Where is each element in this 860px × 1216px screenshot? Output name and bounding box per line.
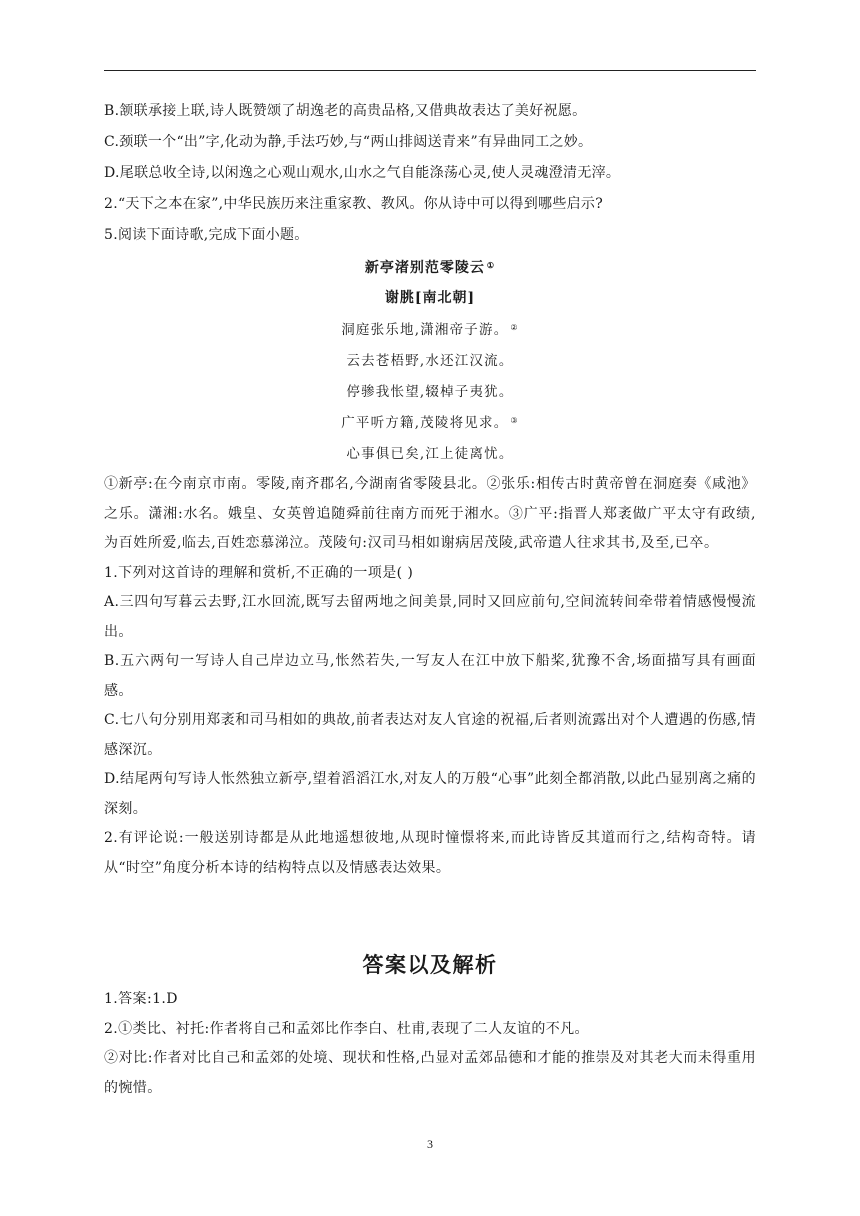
header-rule bbox=[104, 70, 756, 71]
poem-line-text: 心事俱已矣,江上徒离忧。 bbox=[346, 446, 514, 462]
answer-2-point-1: 2.①类比、衬托:作者将自己和孟郊比作李白、杜甫,表现了二人友谊的不凡。 bbox=[104, 1020, 589, 1037]
prev-question-2: 2.“天下之本在家”,中华民族历来注重家教、教风。你从诗中可以得到哪些启示? bbox=[104, 196, 604, 212]
question-5-intro: 5.阅读下面诗歌,完成下面小题。 bbox=[104, 227, 309, 243]
poem-line-text: 云去苍梧野,水还江汉流。 bbox=[346, 353, 514, 369]
page-number: 3 bbox=[427, 1137, 433, 1151]
answer-2-point-2: ②对比:作者对比自己和孟郊的处境、现状和性格,凸显对孟郊品德和才能的推崇及对其老大而未得重用的惋惜。 bbox=[104, 1050, 756, 1096]
poem-line-text: 广平听方籍,茂陵将见求。 bbox=[341, 415, 509, 431]
poem-line bbox=[104, 408, 756, 439]
poem-line bbox=[104, 439, 756, 470]
poem-line-text: 停骖我怅望,辍棹子夷犹。 bbox=[346, 384, 514, 400]
question-1-option-d: D.结尾两句写诗人怅然独立新亭,望着滔滔江水,对友人的万般“心事”此刻全都消散,以此凸显别离之痛的深刻。 bbox=[104, 771, 756, 817]
poem-line bbox=[104, 377, 756, 408]
poem-line-note: ③ bbox=[510, 416, 519, 425]
prev-option-c: C.颈联一个“出”字,化动为静,手法巧妙,与“两山排闼送青来”有异曲同工之妙。 bbox=[104, 134, 593, 150]
prev-option-d: D.尾联总收全诗,以闲逸之心观山观水,山水之气自能涤荡心灵,使人灵魂澄清无滓。 bbox=[104, 165, 621, 181]
section-gap bbox=[104, 883, 756, 949]
poem-line-note: ② bbox=[510, 323, 519, 332]
poem-author: 谢朓[南北朝] bbox=[384, 290, 476, 306]
question-1-option-c: C.七八句分别用郑袤和司马相如的典故,前者表达对友人官途的祝福,后者则流露出对个人遭遇的伤感,情感深沉。 bbox=[104, 712, 756, 758]
poem-line bbox=[104, 315, 756, 346]
question-1-stem: 1.下列对这首诗的理解和赏析,不正确的一项是( ) bbox=[104, 564, 414, 581]
page-content bbox=[104, 96, 756, 1103]
answers-heading: 答案以及解析 bbox=[362, 953, 498, 977]
prev-option-b: B.颔联承接上联,诗人既赞颂了胡逸老的高贵品格,又借典故表达了美好祝愿。 bbox=[104, 103, 587, 119]
question-1-option-a: A.三四句写暮云去野,江水回流,既写去留两地之间美景,同时又回应前句,空间流转间牵带着情感慢慢流出。 bbox=[104, 594, 756, 640]
answer-1: 1.答案:1.D bbox=[104, 991, 178, 1007]
poem-title-text: 新亭渚别范零陵云 bbox=[364, 260, 485, 276]
poem-title bbox=[104, 254, 756, 282]
question-1-option-b: B.五六两句一写诗人自己岸边立马,怅然若失,一写友人在江中放下船桨,犹豫不舍,场面描写具有画面感。 bbox=[104, 653, 756, 699]
poem-line bbox=[104, 346, 756, 377]
question-2: 2.有评论说:一般送别诗都是从此地遥想彼地,从现时憧憬将来,而此诗皆反其道而行之,结构奇特。请从“时空”角度分析本诗的结构特点以及情感表达效果。 bbox=[104, 830, 756, 876]
poem-line-text: 洞庭张乐地,潇湘帝子游。 bbox=[341, 322, 509, 338]
poem-title-note: ① bbox=[486, 260, 496, 270]
poem-footnotes: ①新亭:在今南京市南。零陵,南齐郡名,今湖南省零陵县北。②张乐:相传古时黄帝曾在洞庭奏《咸池》之乐。潇湘:水名。娥皇、女英曾追随舜前往南方而死于湘水。③广平:指晋人郑袤做广平太守有政绩,为百姓所爱,临去,百姓恋慕涕泣。茂陵句:汉司马相如谢病居茂陵,武帝遣人往求其书,及至,已卒。 bbox=[104, 476, 756, 551]
